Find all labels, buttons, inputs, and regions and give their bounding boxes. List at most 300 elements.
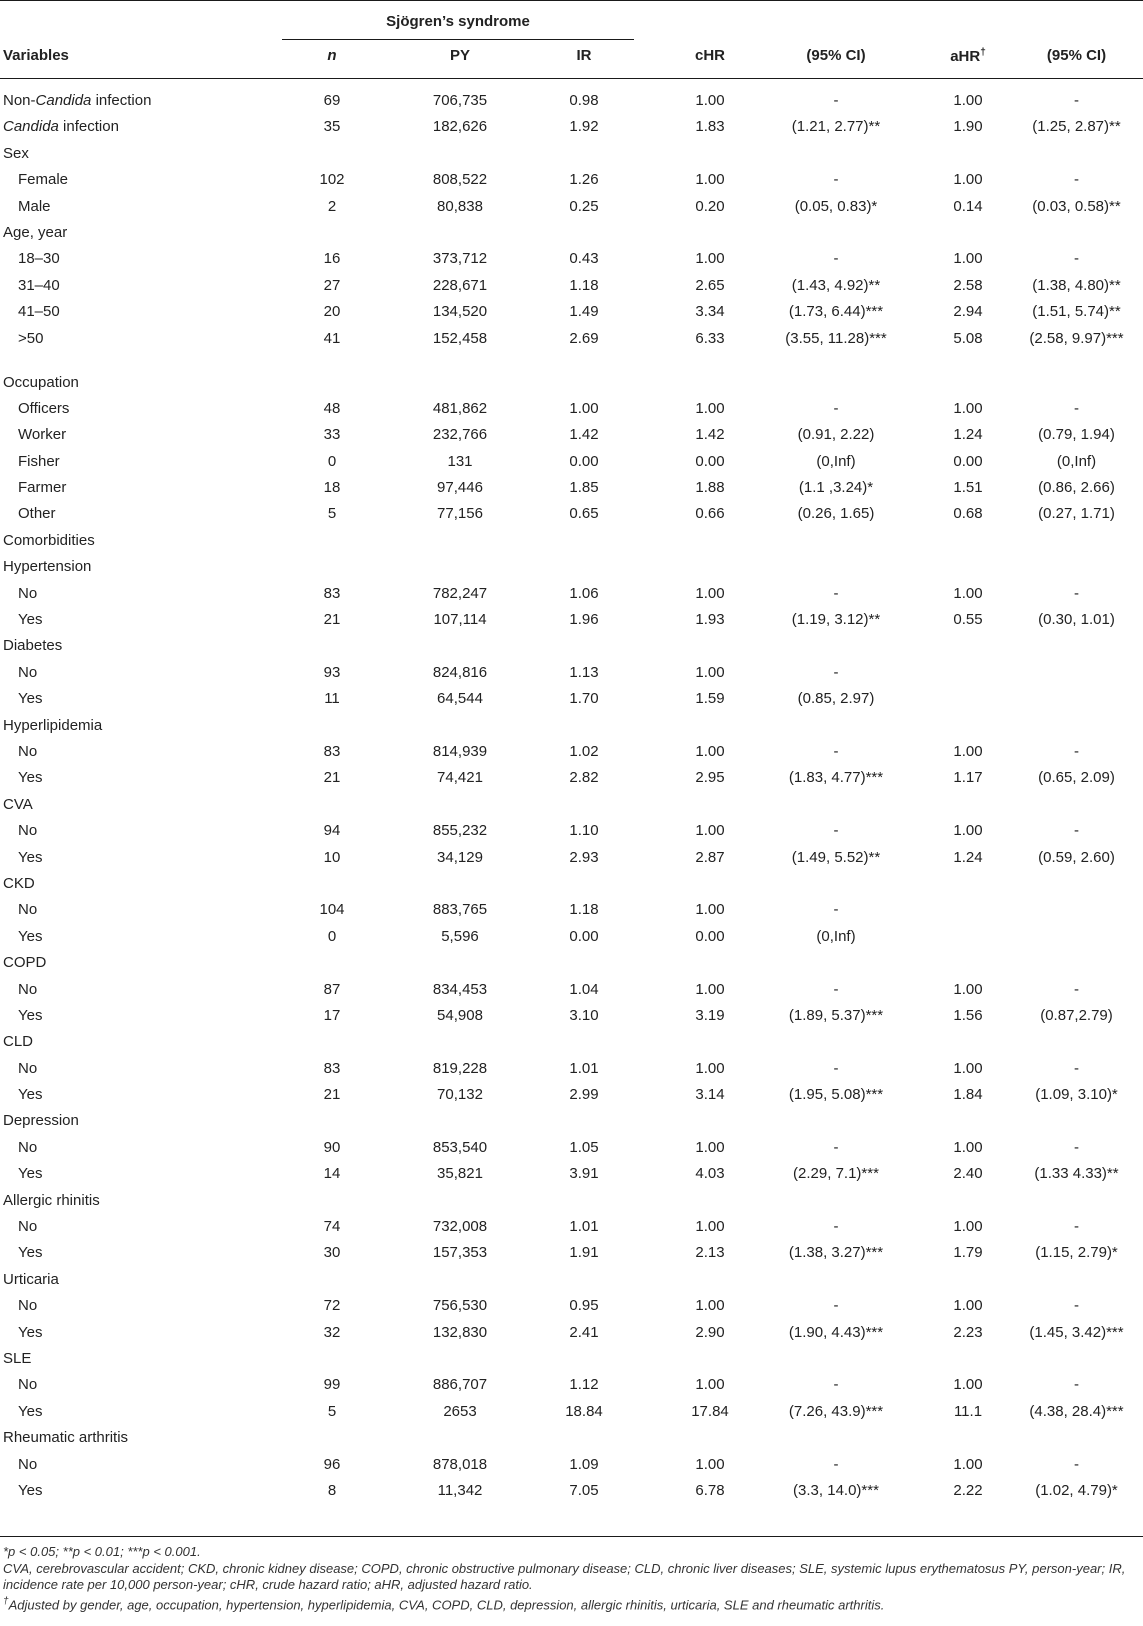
table-row (0, 326, 1143, 370)
table-row (0, 1452, 1143, 1478)
row-label: Worker (18, 426, 67, 444)
row-label: Yes (18, 848, 43, 866)
table-row (0, 607, 1143, 633)
cell-n: 96 (323, 1455, 341, 1473)
cell-ir: 1.91 (569, 1244, 599, 1262)
table-section-row (0, 554, 1143, 580)
cell-py: 107,114 (433, 611, 487, 629)
header-chr: cHR (694, 47, 725, 64)
cell-ir: 18.84 (565, 1402, 603, 1420)
cell-ir: 3.91 (569, 1165, 599, 1183)
cell-n: 18 (323, 479, 341, 497)
cell-py: 97,446 (437, 479, 483, 497)
cell-py: 732,008 (432, 1218, 488, 1236)
cell-ci2: - (1074, 1059, 1079, 1077)
cell-ci1: - (833, 1059, 839, 1077)
table-row (0, 1135, 1143, 1161)
cell-ahr: 0.14 (953, 197, 983, 215)
cell-ci2: (0.79, 1.94) (1038, 426, 1115, 444)
cell-ahr: 2.94 (953, 303, 983, 321)
cell-n: 93 (323, 663, 341, 681)
cell-n: 90 (323, 1138, 341, 1156)
cell-py: 886,707 (432, 1376, 488, 1394)
cell-ci1: (0.26, 1.65) (797, 505, 875, 523)
cell-ahr: 1.51 (953, 479, 983, 497)
cell-ir: 1.18 (569, 276, 599, 294)
table-section-row (0, 220, 1143, 246)
cell-chr: 1.00 (695, 1138, 725, 1156)
table-row (0, 818, 1143, 844)
cell-chr: 2.13 (695, 1244, 725, 1262)
cell-n: 102 (319, 171, 345, 189)
cell-ir: 1.05 (569, 1138, 599, 1156)
row-label: Yes (18, 690, 43, 708)
cell-chr: 2.90 (695, 1323, 725, 1341)
row-label: No (18, 822, 38, 840)
header-ahr-label: aHR (950, 48, 981, 65)
section-label: CVA (3, 795, 33, 813)
table-row (0, 246, 1143, 272)
cell-n: 5 (327, 1402, 337, 1420)
cell-chr: 0.66 (695, 505, 725, 523)
row-label: Yes (18, 1402, 43, 1420)
cell-n: 83 (323, 1059, 341, 1077)
cell-py: 855,232 (432, 822, 488, 840)
cell-ir: 2.41 (569, 1323, 599, 1341)
cell-py: 11,342 (437, 1481, 483, 1499)
cell-ci1: (0.05, 0.83)* (794, 197, 878, 215)
cell-ahr: 1.00 (953, 171, 983, 189)
cell-py: 131 (447, 452, 473, 470)
cell-chr: 1.59 (695, 690, 725, 708)
cell-ci1: (3.55, 11.28)*** (785, 329, 887, 347)
cell-ci1: (7.26, 43.9)*** (788, 1402, 884, 1420)
table-row (0, 1056, 1143, 1082)
cell-chr: 1.00 (695, 822, 725, 840)
row-label: No (18, 584, 38, 602)
section-label: CLD (3, 1033, 34, 1051)
cell-ci1: (0,Inf) (816, 927, 856, 945)
cell-chr: 1.00 (695, 1297, 725, 1315)
row-label: No (18, 1297, 38, 1315)
cell-ahr: 2.58 (953, 276, 983, 294)
row-label: No (18, 1059, 38, 1077)
cell-py: 5,596 (441, 927, 479, 945)
cell-py: 853,540 (432, 1138, 488, 1156)
cell-ci2: (0.30, 1.01) (1038, 611, 1115, 629)
header-ahr-mark: † (980, 47, 986, 58)
cell-ci2: (0.59, 2.60) (1038, 848, 1115, 866)
table-row (0, 449, 1143, 475)
table-row (0, 501, 1143, 527)
cell-ir: 1.06 (569, 584, 599, 602)
cell-ci1: (1.19, 3.12)** (791, 611, 881, 629)
table-row (0, 273, 1143, 299)
cell-ahr: 2.23 (953, 1323, 983, 1341)
cell-ci2: (1.45, 3.42)*** (1029, 1323, 1124, 1341)
cell-ahr: 0.55 (953, 611, 983, 629)
cell-n: 99 (323, 1376, 341, 1394)
cell-n: 0 (327, 452, 337, 470)
cell-chr: 1.42 (695, 426, 725, 444)
row-label: Yes (18, 1323, 43, 1341)
table-row (0, 1082, 1143, 1108)
cell-n: 8 (327, 1481, 337, 1499)
cell-ir: 0.00 (569, 452, 599, 470)
section-label: CKD (3, 874, 35, 892)
cell-ahr: 1.90 (953, 118, 983, 136)
row-label: Yes (18, 1086, 43, 1104)
cell-n: 17 (323, 1006, 341, 1024)
table-section-row (0, 1425, 1143, 1451)
cell-ci2: (0.87,2.79) (1040, 1006, 1113, 1024)
cell-chr: 1.00 (695, 901, 725, 919)
table-section-row (0, 1346, 1143, 1372)
cell-ir: 1.70 (569, 690, 599, 708)
row-label: No (18, 663, 38, 681)
cell-ir: 1.12 (569, 1376, 599, 1394)
table-row (0, 1372, 1143, 1398)
section-label: Age, year (3, 223, 68, 241)
cell-py: 228,671 (432, 276, 488, 294)
cell-ir: 3.10 (569, 1006, 599, 1024)
cell-py: 232,766 (432, 426, 488, 444)
row-label: Yes (18, 1481, 43, 1499)
cell-ahr: 1.24 (953, 848, 983, 866)
table-row (0, 1003, 1143, 1029)
cell-n: 87 (323, 980, 341, 998)
section-label: Depression (3, 1112, 79, 1130)
table-row (0, 422, 1143, 448)
cell-ci2: - (1074, 250, 1079, 268)
header-rule (0, 78, 1143, 79)
cell-ahr: 1.00 (953, 399, 983, 417)
cell-ci2: - (1074, 1218, 1079, 1236)
section-label: Hypertension (3, 558, 92, 576)
cell-n: 72 (323, 1297, 341, 1315)
cell-ir: 0.25 (569, 197, 599, 215)
cell-n: 21 (323, 769, 341, 787)
cell-py: 782,247 (432, 584, 488, 602)
cell-chr: 1.00 (695, 1218, 725, 1236)
cell-ir: 1.26 (569, 171, 599, 189)
row-label: Non-Candida infection (3, 92, 152, 109)
cell-ir: 1.85 (569, 479, 599, 497)
cell-chr: 1.00 (695, 92, 725, 109)
cell-py: 70,132 (437, 1086, 483, 1104)
cell-py: 64,544 (437, 690, 483, 708)
table-section-row (0, 141, 1143, 167)
cell-chr: 0.00 (695, 452, 725, 470)
cell-ir: 1.18 (569, 901, 599, 919)
cell-ci2: - (1074, 1297, 1079, 1315)
cell-ir: 0.95 (569, 1297, 599, 1315)
row-label: Male (18, 197, 51, 215)
cell-chr: 6.33 (695, 329, 725, 347)
table-row (0, 581, 1143, 607)
cell-n: 69 (323, 92, 341, 109)
cell-py: 134,520 (432, 303, 488, 321)
cell-ahr: 1.56 (953, 1006, 983, 1024)
header-py: PY (449, 47, 470, 64)
cell-ahr: 5.08 (953, 329, 983, 347)
row-label: 41–50 (18, 303, 60, 321)
cell-n: 2 (327, 197, 337, 215)
cell-chr: 4.03 (695, 1165, 725, 1183)
cell-ci1: - (833, 250, 839, 268)
cell-py: 756,530 (432, 1297, 488, 1315)
cell-py: 834,453 (432, 980, 488, 998)
cell-ci2: - (1074, 171, 1079, 189)
cell-ci2: (0.86, 2.66) (1038, 479, 1115, 497)
cell-ci1: - (833, 663, 839, 681)
cell-ci2: (0.27, 1.71) (1038, 505, 1115, 523)
cell-py: 706,735 (432, 92, 488, 109)
table-row (0, 845, 1143, 871)
cell-ci2: (0.65, 2.09) (1038, 769, 1115, 787)
cell-ir: 0.98 (569, 92, 599, 109)
cell-ahr: 2.22 (953, 1481, 983, 1499)
cell-ci1: (1.95, 5.08)*** (788, 1086, 884, 1104)
table-row (0, 1399, 1143, 1425)
cell-chr: 2.87 (695, 848, 725, 866)
row-label: Female (18, 171, 69, 189)
cell-py: 132,830 (432, 1323, 488, 1341)
cell-ci1: - (833, 1376, 839, 1394)
cell-chr: 1.00 (695, 584, 725, 602)
cell-ir: 1.09 (569, 1455, 599, 1473)
cell-ir: 2.93 (569, 848, 599, 866)
cell-n: 83 (323, 584, 341, 602)
footnote-adjusted-text: Adjusted by gender, age, occupation, hypertension, hyperlipidemia, CVA, COPD, CLD, depression, allergic rhinitis, urticaria, SLE and rheumatic arthritis. (8, 1597, 885, 1613)
cell-ci2: (1.02, 4.79)* (1035, 1481, 1118, 1499)
cell-ahr: 1.84 (953, 1086, 983, 1104)
cell-n: 20 (323, 303, 341, 321)
section-label: Comorbidities (3, 531, 95, 549)
cell-chr: 0.00 (695, 927, 725, 945)
cell-chr: 1.00 (695, 171, 725, 189)
cell-py: 157,353 (432, 1244, 488, 1262)
cell-ahr: 1.00 (953, 584, 983, 602)
cell-ci2: (1.09, 3.10)* (1035, 1086, 1118, 1104)
cell-chr: 1.00 (695, 1059, 725, 1077)
cell-ci2: (0,Inf) (1056, 452, 1097, 470)
row-label: Candida infection (3, 118, 119, 136)
cell-ci1: (1.38, 3.27)*** (788, 1244, 884, 1262)
top-rule (0, 0, 1143, 1)
cell-ahr: 1.00 (953, 742, 983, 760)
cell-n: 16 (323, 250, 341, 268)
cell-ahr: 0.68 (953, 505, 983, 523)
footnote-significance: *p < 0.05; **p < 0.01; ***p < 0.001. (3, 1544, 201, 1559)
footnote-adjusted (3, 1594, 1140, 1614)
table-row (0, 1478, 1143, 1504)
section-label: Occupation (3, 373, 79, 391)
header-ci-crude: (95% CI) (806, 47, 866, 64)
cell-ci1: - (833, 901, 839, 919)
cell-ahr: 1.00 (953, 250, 983, 268)
cell-ci1: - (833, 171, 839, 189)
cell-ci1: - (833, 1455, 839, 1473)
cell-py: 182,626 (432, 118, 488, 136)
cell-chr: 0.20 (695, 197, 725, 215)
cell-ahr: 1.00 (953, 1455, 983, 1473)
cell-ci1: - (833, 742, 839, 760)
cell-ci1: (1.89, 5.37)*** (788, 1006, 884, 1024)
table-section-row (0, 1108, 1143, 1134)
cell-chr: 3.19 (695, 1006, 725, 1024)
group-header-rule (282, 39, 634, 40)
cell-n: 30 (323, 1244, 341, 1262)
cell-ci2: (1.33 4.33)** (1034, 1165, 1119, 1183)
cell-ahr: 1.00 (953, 1218, 983, 1236)
table-row (0, 194, 1143, 220)
cell-ir: 1.10 (569, 822, 599, 840)
table-row (0, 1214, 1143, 1240)
cell-py: 819,228 (432, 1059, 488, 1077)
cell-py: 814,939 (432, 742, 488, 760)
cell-ir: 1.01 (569, 1059, 599, 1077)
cell-chr: 1.83 (695, 118, 725, 136)
row-label: Yes (18, 927, 43, 945)
table-row (0, 1293, 1143, 1319)
cell-n: 14 (323, 1165, 341, 1183)
cell-ahr: 1.00 (953, 1059, 983, 1077)
cell-ahr: 1.00 (953, 92, 983, 109)
cell-ci1: - (833, 399, 839, 417)
header-ir: IR (576, 47, 592, 64)
cell-ahr: 1.00 (953, 980, 983, 998)
cell-ir: 1.04 (569, 980, 599, 998)
cell-ir: 1.92 (569, 118, 599, 136)
cell-chr: 1.00 (695, 980, 725, 998)
cell-n: 27 (323, 276, 341, 294)
table-row (0, 114, 1143, 140)
cell-py: 34,129 (437, 848, 483, 866)
cell-ci2: (1.25, 2.87)** (1032, 118, 1121, 136)
cell-chr: 3.34 (695, 303, 725, 321)
cell-chr: 1.00 (695, 742, 725, 760)
cell-chr: 2.95 (695, 769, 725, 787)
cell-ci2: - (1074, 1455, 1079, 1473)
cell-py: 74,421 (437, 769, 483, 787)
table-row (0, 660, 1143, 686)
cell-ci1: - (833, 1138, 839, 1156)
cell-ahr: 1.24 (953, 426, 983, 444)
cell-chr: 3.14 (695, 1086, 725, 1104)
table-row (0, 977, 1143, 1003)
cell-ahr: 1.00 (953, 822, 983, 840)
section-label: SLE (3, 1349, 32, 1367)
table-section-row (0, 792, 1143, 818)
cell-ci2: (1.38, 4.80)** (1032, 276, 1121, 294)
section-label: Diabetes (3, 637, 63, 655)
table-row (0, 1240, 1143, 1266)
cell-py: 808,522 (432, 171, 488, 189)
row-label: Yes (18, 611, 43, 629)
cell-ci1: (1.83, 4.77)*** (788, 769, 884, 787)
table-section-row (0, 713, 1143, 739)
row-label: 31–40 (18, 276, 60, 294)
cell-py: 878,018 (432, 1455, 488, 1473)
section-label: COPD (3, 954, 47, 972)
cell-ci1: - (833, 584, 839, 602)
table-section-row (0, 950, 1143, 976)
cell-ir: 1.13 (569, 663, 599, 681)
cell-n: 33 (323, 426, 341, 444)
table-row (0, 739, 1143, 765)
cell-n: 21 (323, 1086, 341, 1104)
row-label: No (18, 1218, 38, 1236)
cell-py: 80,838 (437, 197, 483, 215)
cell-n: 41 (323, 329, 341, 347)
footnote-adjusted-mark: † (3, 1595, 9, 1607)
table-row (0, 1320, 1143, 1346)
table-row (0, 765, 1143, 791)
table-row (0, 897, 1143, 923)
cell-py: 373,712 (432, 250, 488, 268)
table-section-row (0, 871, 1143, 897)
cell-n: 10 (323, 848, 341, 866)
footnote-abbreviations: CVA, cerebrovascular accident; CKD, chronic kidney disease; COPD, chronic obstructive pulmonary disease; CLD, chronic liver diseases; SLE, systemic lupus erythematosus PY, person-year; IR, incidence rate per 10,000 person-year; cHR, crude hazard ratio; aHR, adjusted hazard ratio. (3, 1560, 1126, 1593)
cell-ci1: (2.29, 7.1)*** (793, 1165, 879, 1183)
cell-ci2: - (1074, 584, 1079, 602)
cell-ahr: 1.00 (953, 1138, 983, 1156)
table-row (0, 88, 1143, 114)
cell-ir: 0.43 (569, 250, 599, 268)
cell-py: 481,862 (432, 399, 488, 417)
row-label: >50 (18, 329, 44, 347)
cell-ci1: (1.90, 4.43)*** (788, 1323, 884, 1341)
row-label: Yes (18, 769, 43, 787)
cell-n: 94 (323, 822, 341, 840)
cell-n: 35 (323, 118, 341, 136)
cell-chr: 1.93 (695, 611, 725, 629)
cell-ci2: (1.15, 2.79)* (1035, 1244, 1118, 1262)
cell-ci2: - (1074, 92, 1079, 109)
cell-chr: 1.00 (695, 399, 725, 417)
cell-ir: 2.69 (569, 329, 599, 347)
cell-ir: 1.02 (569, 742, 599, 760)
cell-ir: 1.49 (569, 303, 599, 321)
table-row (0, 299, 1143, 325)
cell-ir: 1.00 (569, 399, 599, 417)
cell-chr: 1.00 (695, 250, 725, 268)
row-label: No (18, 742, 38, 760)
cell-n: 21 (323, 611, 341, 629)
row-label: Yes (18, 1006, 43, 1024)
table-row (0, 924, 1143, 950)
cell-ci1: (1.21, 2.77)** (791, 118, 881, 136)
table-row (0, 475, 1143, 501)
cell-py: 824,816 (432, 663, 488, 681)
cell-ci2: (4.38, 28.4)*** (1029, 1402, 1124, 1420)
cell-ir: 2.99 (569, 1086, 599, 1104)
cell-ci2: - (1074, 822, 1079, 840)
cell-ir: 1.01 (569, 1218, 599, 1236)
cell-n: 83 (323, 742, 341, 760)
cell-ci1: (1.73, 6.44)*** (788, 303, 884, 321)
cell-ahr: 1.79 (953, 1244, 983, 1262)
cell-ci1: (0.85, 2.97) (797, 690, 875, 708)
cell-chr: 1.00 (695, 663, 725, 681)
table-section-row (0, 370, 1143, 396)
section-label: Hyperlipidemia (3, 716, 103, 734)
header-ci-adjusted: (95% CI) (1046, 47, 1107, 64)
cell-ci1: - (833, 822, 839, 840)
cell-py: 35,821 (437, 1165, 483, 1183)
cell-ci2: - (1074, 742, 1079, 760)
